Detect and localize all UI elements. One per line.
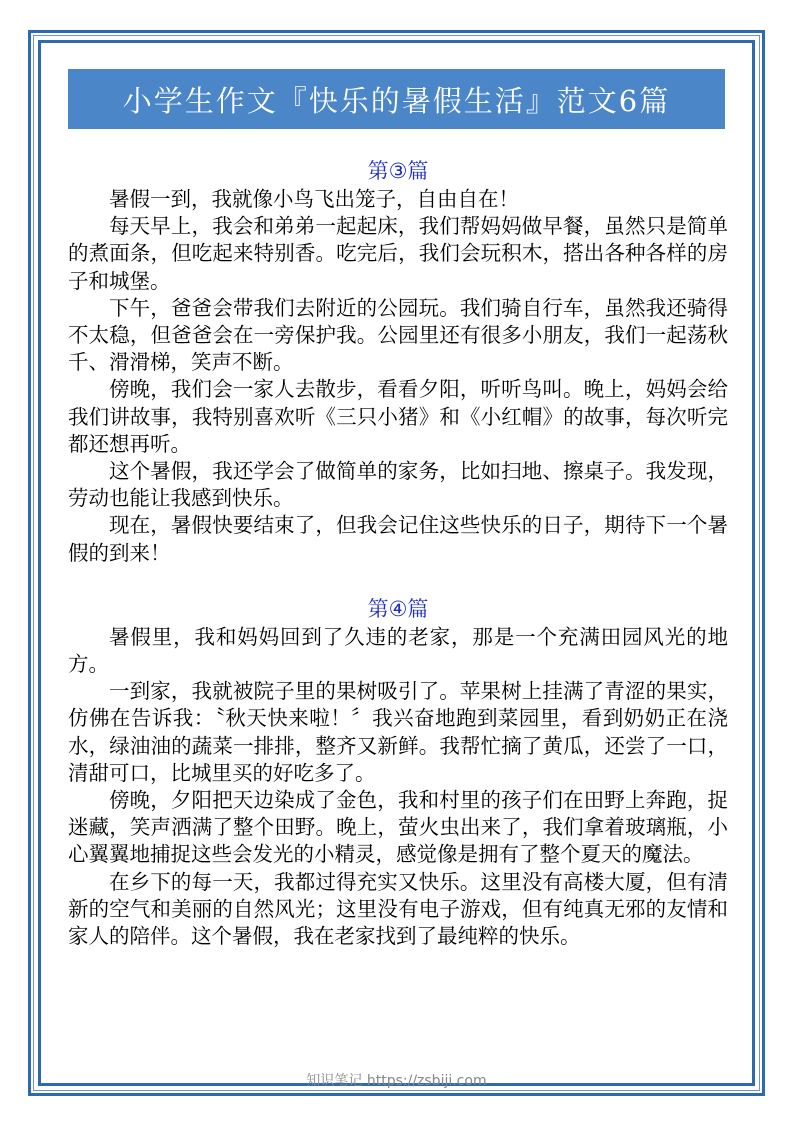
footer-watermark: 知识笔记 https://zsbiji.com <box>306 1073 487 1089</box>
essay-content <box>68 156 728 950</box>
section-spacer <box>68 567 728 594</box>
document-title: 小学生作文『快乐的暑假生活』范文6篇 <box>68 69 725 129</box>
essay-3-paragraph: 暑假一到，我就像小鸟飞出笼子，自由自在！ <box>109 187 519 211</box>
section-title-3: 第③篇 <box>367 159 429 183</box>
essay-3-paragraph: 现在，暑假快要结束了，但我会记住这些快乐的日子，期待下一个暑假的到来！ <box>68 513 728 565</box>
essay-3-paragraph: 傍晚，我们会一家人去散步，看看夕阳，听听鸟叫。晚上，妈妈会给我们讲故事，我特别喜欢听《三只小猪》和《小红帽》的故事，每次听完都还想再听。 <box>68 377 728 456</box>
essay-4-paragraph: 暑假里，我和妈妈回到了久违的老家，那是一个充满田园风光的地方。 <box>68 624 728 677</box>
essay-3-paragraph: 每天早上，我会和弟弟一起起床，我们帮妈妈做早餐，虽然只是简单的煮面条，但吃起来特别香。吃完后，我们会玩积木，搭出各种各样的房子和城堡。 <box>68 214 728 293</box>
essay-4-paragraph: 在乡下的每一天，我都过得充实又快乐。这里没有高楼大厦，但有清新的空气和美丽的自然风光；这里没有电子游戏，但有纯真无邪的友情和家人的陪伴。这个暑假，我在老家找到了最纯粹的快乐。 <box>68 869 728 949</box>
essay-4-paragraph: 一到家，我就被院子里的果树吸引了。苹果树上挂满了青涩的果实，仿佛在告诉我：〝秋天快来啦！〞我兴奋地跑到菜园里，看到奶奶正在浇水，绿油油的蔬菜一排排，整齐又新鲜。我帮忙摘了黄瓜，还尝了一口，清甜可口，比城里买的好吃多了。 <box>68 679 728 785</box>
section-title-4: 第④篇 <box>367 596 429 621</box>
essay-3-paragraph: 这个暑假，我还学会了做简单的家务，比如扫地、擦桌子。我发现，劳动也能让我感到快乐。 <box>68 459 728 511</box>
essay-4-paragraph: 傍晚，夕阳把天边染成了金色，我和村里的孩子们在田野上奔跑，捉迷藏，笑声洒满了整个田野。晚上，萤火虫出来了，我们拿着玻璃瓶，小心翼翼地捕捉这些会发光的小精灵，感觉像是拥有了整个夏天的魔法。 <box>68 788 728 867</box>
essay-3-paragraph: 下午，爸爸会带我们去附近的公园玩。我们骑自行车，虽然我还骑得不太稳，但爸爸会在一旁保护我。公园里还有很多小朋友，我们一起荡秋千、滑滑梯，笑声不断。 <box>68 295 728 375</box>
